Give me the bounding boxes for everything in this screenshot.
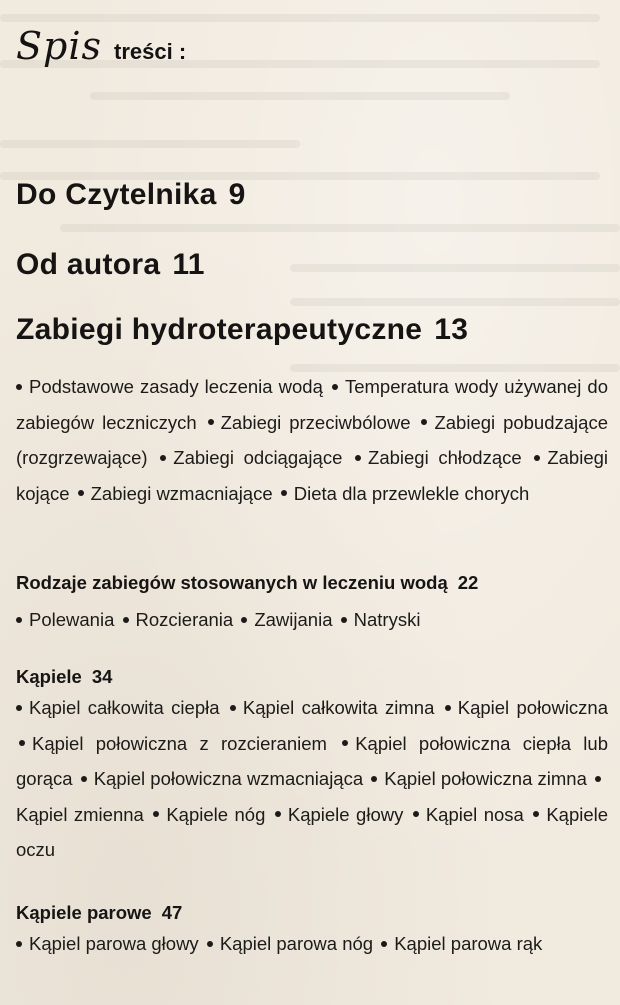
list-item: Kąpiel połowiczna wzmacniająca bbox=[93, 768, 364, 789]
bullet-icon bbox=[16, 617, 22, 623]
bullet-icon bbox=[281, 490, 287, 496]
header-script-word: Spis bbox=[16, 24, 103, 68]
toc-entry-od-autora bbox=[16, 248, 205, 282]
bleed-through-line bbox=[60, 224, 620, 232]
entry-page-number: 11 bbox=[172, 248, 205, 281]
list-item: Kąpiel całkowita zimna bbox=[242, 697, 435, 718]
list-item: Temperatura wody używanej do zabiegów leczniczych bbox=[16, 376, 608, 433]
entry-page-number: 13 bbox=[434, 313, 469, 346]
subsection-page-number: 34 bbox=[91, 666, 113, 687]
bullet-icon bbox=[342, 740, 348, 746]
toc-header bbox=[16, 24, 186, 74]
bullet-icon bbox=[533, 811, 539, 817]
bullet-icon bbox=[230, 705, 236, 711]
subsection-heading-kapiele-parowe bbox=[16, 902, 182, 924]
list-item: Zabiegi wzmacniające bbox=[90, 482, 273, 504]
header-bold-word: treści : bbox=[114, 39, 187, 64]
list-item: Kąpiele oczu bbox=[16, 803, 609, 860]
bullet-icon bbox=[595, 776, 601, 782]
list-item: Zabiegi pobudzające (rozgrzewające) bbox=[16, 411, 608, 468]
list-item: Zabiegi przeciwbólowe bbox=[220, 411, 411, 433]
bullet-icon bbox=[207, 941, 213, 947]
bullet-icon bbox=[341, 617, 347, 623]
entry-title: Od autora bbox=[16, 248, 161, 281]
bullet-icon bbox=[123, 617, 129, 623]
bullet-icon bbox=[160, 455, 166, 461]
entry-page-number: 9 bbox=[228, 178, 246, 211]
list-item: Podstawowe zasady leczenia wodą bbox=[29, 376, 323, 397]
list-item: Kąpiel parowa głowy bbox=[29, 933, 199, 954]
list-item: Kąpiel parowa rąk bbox=[394, 933, 543, 954]
hydro-items-list bbox=[16, 369, 608, 511]
subsection-page-number: 22 bbox=[457, 572, 479, 593]
bullet-icon bbox=[332, 384, 338, 390]
list-item: Kąpiel połowiczna z rozcieraniem bbox=[32, 732, 327, 754]
list-item: Zabiegi chłodzące bbox=[368, 447, 522, 468]
bleed-through-line bbox=[90, 92, 510, 100]
bullet-icon bbox=[241, 617, 247, 623]
list-item: Kąpiel połowiczna bbox=[457, 697, 609, 718]
subsection-heading-rodzaje bbox=[16, 572, 478, 594]
bullet-icon bbox=[355, 455, 361, 461]
subsection-heading-kapiele bbox=[16, 666, 112, 688]
list-item: Dieta dla przewlekle chorych bbox=[293, 482, 530, 504]
subsection-title: Kąpiele bbox=[16, 666, 82, 687]
bleed-through-line bbox=[290, 298, 620, 306]
bullet-icon bbox=[421, 419, 427, 425]
bullet-icon bbox=[19, 740, 25, 746]
bullet-icon bbox=[153, 811, 159, 817]
bullet-icon bbox=[275, 811, 281, 817]
bullet-icon bbox=[413, 811, 419, 817]
list-item: Kąpiele głowy bbox=[287, 803, 404, 825]
bullet-icon bbox=[208, 419, 214, 425]
list-item: Kąpiel połowiczna ciepła lub gorąca bbox=[16, 732, 608, 789]
subsection-title: Rodzaje zabiegów stosowanych w leczeniu wodą bbox=[16, 572, 448, 593]
toc-entry-do-czytelnika bbox=[16, 178, 246, 212]
list-item: Zabiegi kojące bbox=[16, 447, 609, 504]
bullet-icon bbox=[16, 941, 22, 947]
list-item: Kąpiel nosa bbox=[425, 803, 524, 825]
bullet-icon bbox=[371, 776, 377, 782]
bleed-through-line bbox=[290, 264, 620, 272]
list-item: Polewania bbox=[29, 609, 115, 630]
entry-title: Do Czytelnika bbox=[16, 178, 217, 211]
list-item: Zawijania bbox=[254, 609, 333, 630]
list-item: Zabiegi odciągające bbox=[173, 447, 343, 468]
bullet-icon bbox=[445, 705, 451, 711]
list-item: Kąpiele nóg bbox=[166, 803, 266, 825]
bullet-icon bbox=[16, 384, 22, 390]
bullet-icon bbox=[78, 490, 84, 496]
list-item: Rozcierania bbox=[135, 609, 234, 630]
bullet-icon bbox=[381, 941, 387, 947]
entry-title: Zabiegi hydroterapeutyczne bbox=[16, 313, 423, 346]
bullet-icon bbox=[16, 705, 22, 711]
toc-entry-zabiegi-hydroterapeutyczne bbox=[16, 313, 468, 347]
list-item: Kąpiel całkowita ciepła bbox=[29, 697, 220, 718]
bullet-icon bbox=[81, 776, 87, 782]
kapiele-items-list bbox=[16, 690, 608, 868]
rodzaje-items-list bbox=[16, 602, 608, 638]
bullet-icon bbox=[534, 455, 540, 461]
bleed-through-line bbox=[0, 14, 600, 22]
subsection-title: Kąpiele parowe bbox=[16, 902, 152, 923]
list-item: Kąpiel parowa nóg bbox=[219, 933, 374, 954]
list-item: Kąpiel zmienna bbox=[16, 803, 144, 825]
subsection-page-number: 47 bbox=[161, 902, 183, 923]
bleed-through-line bbox=[0, 140, 300, 148]
list-item: Natryski bbox=[353, 609, 421, 630]
kapiele-parowe-items-list bbox=[16, 926, 608, 962]
list-item: Kąpiel połowiczna zimna bbox=[384, 768, 587, 789]
